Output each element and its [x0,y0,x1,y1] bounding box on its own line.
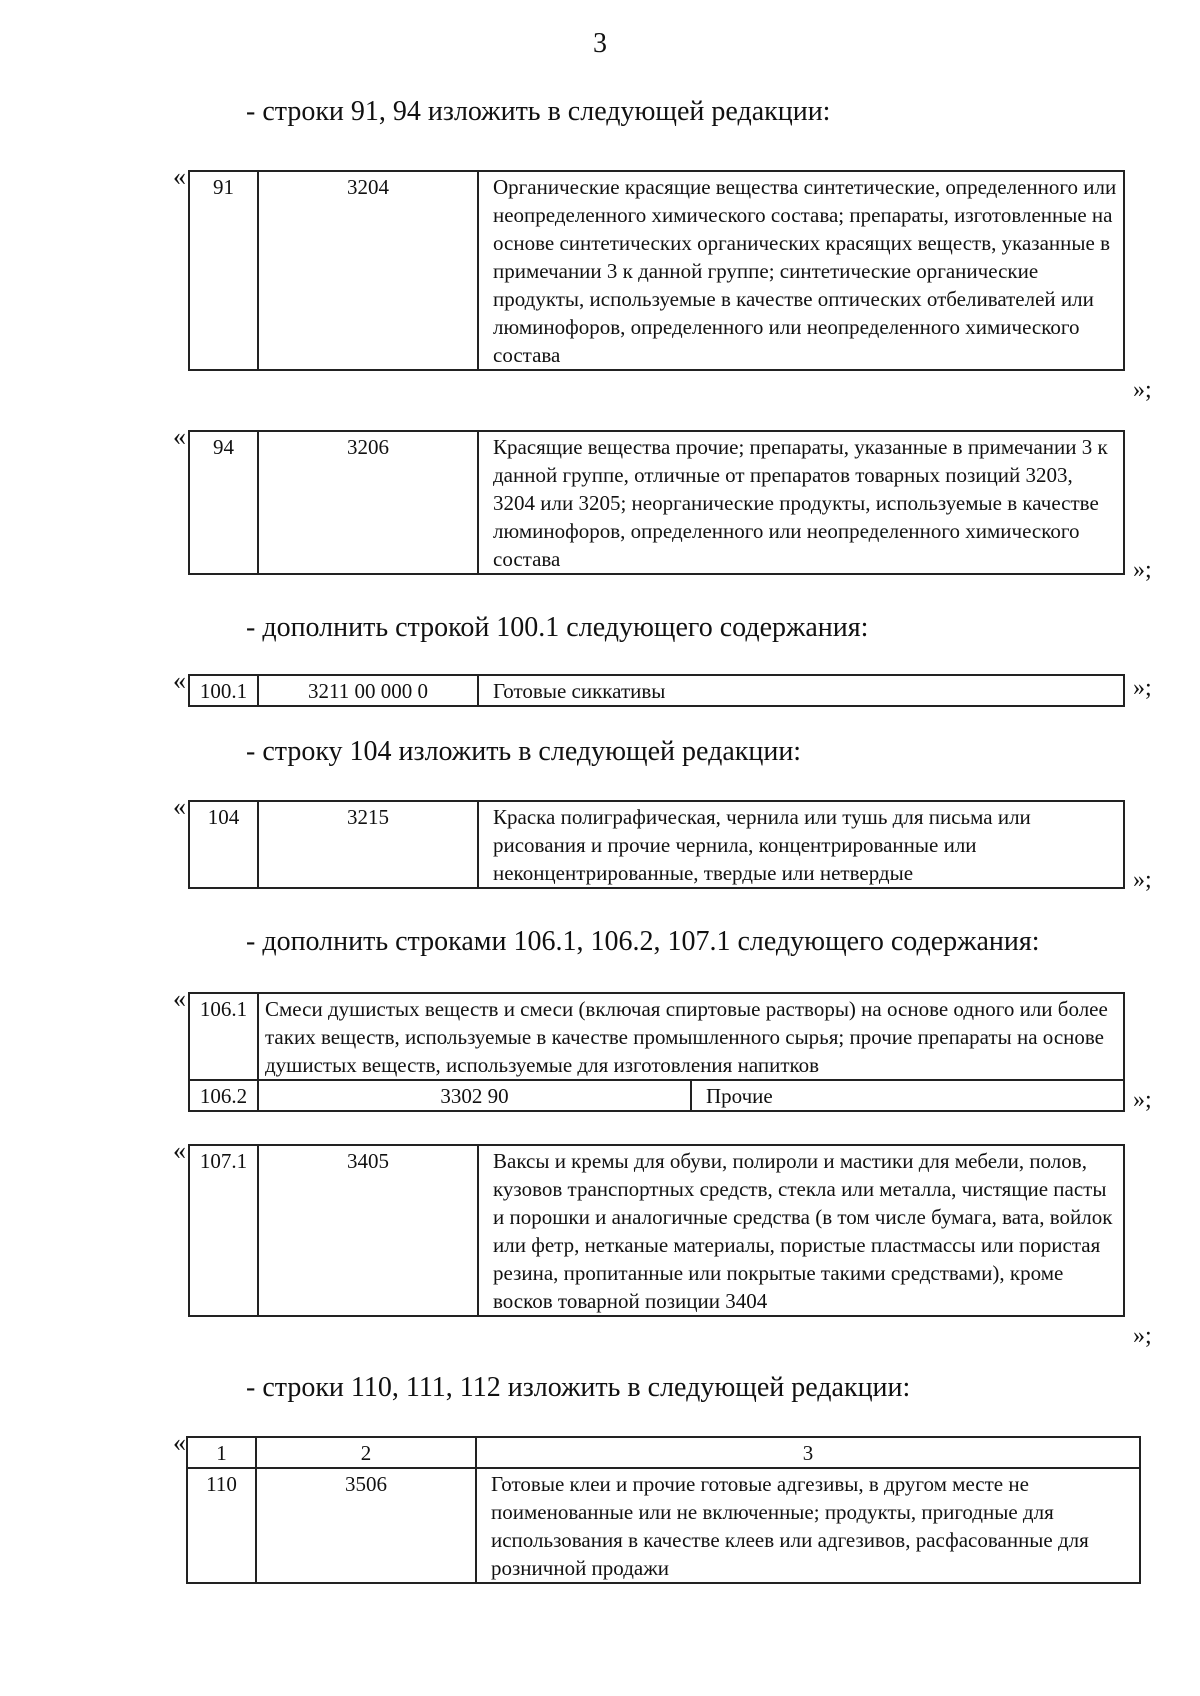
tn-ved-code: 3405 [258,1145,478,1316]
row-number: 106.2 [189,1080,258,1111]
column-number: 3 [476,1437,1140,1468]
tariff-table [188,170,1125,371]
column-number: 1 [187,1437,256,1468]
goods-description: Красящие вещества прочие; препараты, указанные в примечании 3 к данной группе, отличные от препаратов товарных позиций 3203, 3204 или 3205; неорганические продукты, используемые в качестве люминофоров, определенного или неопределенного химического состава [478,431,1124,574]
tariff-table [188,992,1125,1112]
table-row [189,675,1124,706]
section-heading: - строки 91, 94 изложить в следующей редакции: [246,96,831,127]
row-number: 106.1 [189,993,258,1080]
goods-description: Готовые сиккативы [478,675,1124,706]
table-row [189,1145,1124,1316]
table-row [189,171,1124,370]
tariff-table [186,1436,1141,1584]
row-number: 107.1 [189,1145,258,1316]
open-quote: « [173,422,186,451]
section-heading: - строку 104 изложить в следующей редакции: [246,736,802,767]
table-row [189,1080,1124,1111]
close-quote: »; [1133,675,1152,701]
tn-ved-code: 3206 [258,431,478,574]
row-number: 100.1 [189,675,258,706]
goods-description: Смеси душистых веществ и смеси (включая спиртовые растворы) на основе одного или более таких веществ, используемые в качестве промышленного сырья; прочие препараты на основе душистых веществ, используемые для изготовления напитков [258,993,1124,1080]
column-number: 2 [256,1437,476,1468]
row-number: 110 [187,1468,256,1583]
open-quote: « [173,162,186,191]
tariff-table [188,800,1125,889]
goods-description: Готовые клеи и прочие готовые адгезивы, в другом месте не поименованные или не включенные; продукты, пригодные для использования в качестве клеев или адгезивов, расфасованные для розничной продажи [476,1468,1140,1583]
table-row [189,993,1124,1080]
close-quote: »; [1133,1087,1152,1113]
section-heading: - строки 110, 111, 112 изложить в следующей редакции: [246,1372,911,1403]
row-number: 91 [189,171,258,370]
close-quote: »; [1133,867,1152,893]
close-quote: »; [1133,557,1152,583]
tn-ved-code: 3506 [256,1468,476,1583]
table-row [187,1468,1140,1583]
tariff-table [188,1144,1125,1317]
tn-ved-code: 3215 [258,801,478,888]
section-heading: - дополнить строками 106.1, 106.2, 107.1 следующего содержания: [246,926,1040,957]
close-quote: »; [1133,1323,1152,1349]
table-row [189,431,1124,574]
goods-description: Ваксы и кремы для обуви, полироли и мастики для мебели, полов, кузовов транспортных средств, стекла или металла, чистящие пасты и порошки и аналогичные средства (в том числе бумага, вата, войлок или фетр, нетканые материалы, пористые пластмассы или пористая резина, пропитанные или покрытые такими средствами), кроме восков товарной позиции 3404 [478,1145,1124,1316]
page-number: 3 [593,28,607,59]
goods-description: Прочие [691,1080,1124,1111]
open-quote: « [173,792,186,821]
goods-description: Органические красящие вещества синтетические, определенного или неопределенного химического состава; препараты, изготовленные на основе синтетических органических красящих веществ, указанные в примечании 3 к данной группе; синтетические органические продукты, используемые в качестве оптических отбеливателей или люминофоров, определенного или неопределенного химического состава [478,171,1124,370]
tn-ved-code: 3302 90 [258,1080,691,1111]
open-quote: « [173,666,186,695]
row-number: 104 [189,801,258,888]
close-quote: »; [1133,377,1152,403]
tn-ved-code: 3211 00 000 0 [258,675,478,706]
open-quote: « [173,1428,186,1457]
row-number: 94 [189,431,258,574]
tariff-table [188,674,1125,707]
open-quote: « [173,984,186,1013]
table-row [189,801,1124,888]
section-heading: - дополнить строкой 100.1 следующего содержания: [246,612,869,643]
open-quote: « [173,1136,186,1165]
tariff-table [188,430,1125,575]
table-header-row [187,1437,1140,1468]
goods-description: Краска полиграфическая, чернила или тушь для письма или рисования и прочие чернила, концентрированные или неконцентрированные, твердые или нетвердые [478,801,1124,888]
tn-ved-code: 3204 [258,171,478,370]
